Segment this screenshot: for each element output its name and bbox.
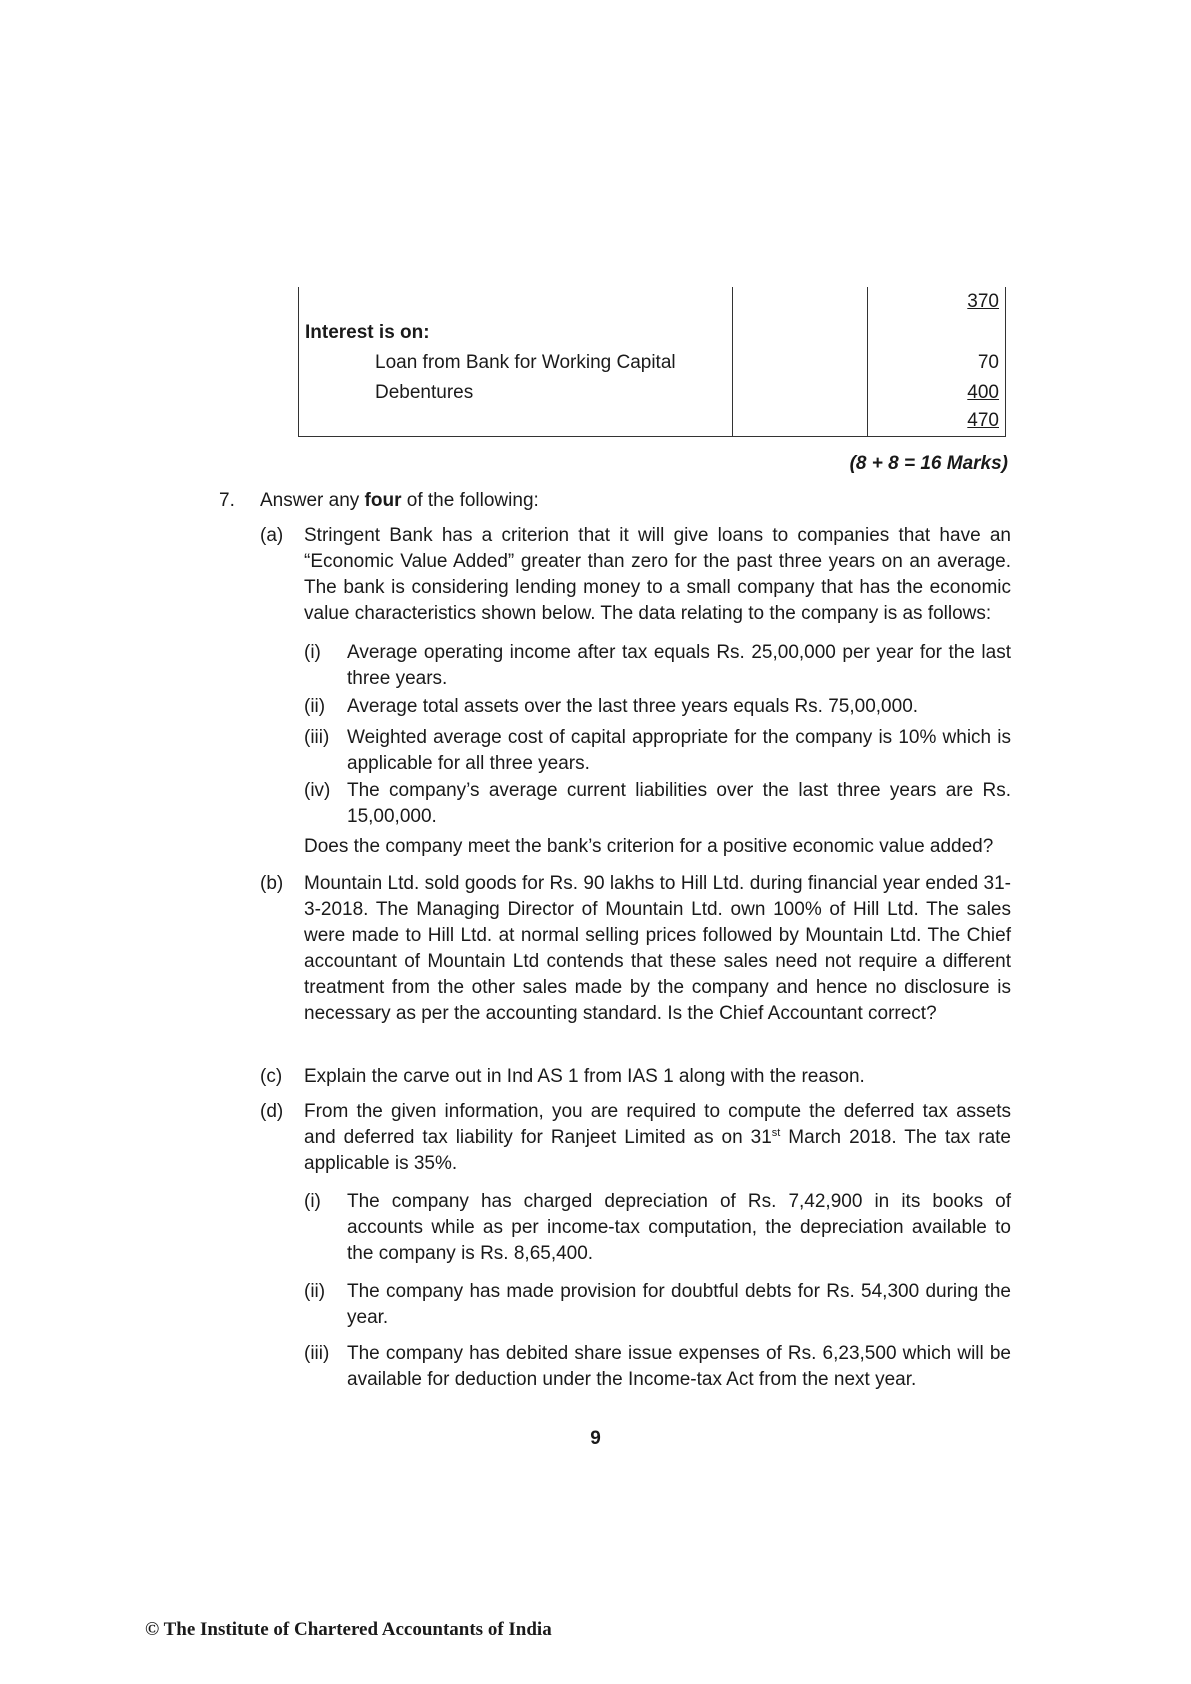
table-total-370: 370 (967, 291, 999, 312)
question-intro (260, 488, 539, 514)
list-item-text: The company’s average current liabilities over the last three years are Rs. 15,00,000. (347, 780, 1011, 827)
table-heading: Interest is on: (305, 322, 430, 343)
table-item-label: Debentures (375, 382, 474, 403)
part-c-text: Explain the carve out in Ind AS 1 from IAS 1 along with the reason. (304, 1066, 865, 1087)
intro-post: of the following: (401, 490, 539, 511)
list-item-label: (i) (304, 1191, 321, 1212)
part-a-text: Stringent Bank has a criterion that it will give loans to companies that have an “Economic Value Added” greater than zero for the past three years on an average. The bank is considering lending money to a small company that has the economic value characteristics shown below. The data relating to the company is as follows: (304, 525, 1011, 624)
list-item-label: (iv) (304, 780, 331, 801)
part-d-superscript: st (771, 1127, 781, 1139)
marks-note: (8 + 8 = 16 Marks) (849, 453, 1008, 474)
list-item-label: (i) (304, 642, 321, 663)
part-b-label: (b) (260, 873, 284, 894)
question-number: 7. (219, 490, 235, 511)
part-a-label: (a) (260, 525, 284, 546)
part-b-text: Mountain Ltd. sold goods for Rs. 90 lakhs to Hill Ltd. during financial year ended 31-3-2018. The Managing Director of Mountain Ltd. own 100% of Hill Ltd. The sales were made to Hill Ltd. at normal selling prices followed by Mountain Ltd. The Chief accountant of Mountain Ltd contends that these sales need not require a different treatment from the other sales made by the company and hence no disclosure is necessary as per the accounting standard. Is the Chief Accountant correct? (304, 873, 1011, 1024)
part-d-text-pre: From the given information, you are required to compute the deferred tax assets and deferred tax liability for Ranjeet Limited as on 31 (304, 1101, 1011, 1148)
list-item-text: The company has made provision for doubtful debts for Rs. 54,300 during the year. (347, 1281, 1011, 1328)
page-number: 9 (590, 1428, 601, 1449)
interest-table (298, 287, 1006, 437)
footer-copyright: © The Institute of Chartered Accountants of India (145, 1619, 552, 1640)
table-item-value: 70 (977, 352, 999, 373)
list-item-text: Average total assets over the last three years equals Rs. 75,00,000. (347, 696, 919, 717)
list-item-text: Weighted average cost of capital appropriate for the company is 10% which is applicable for all three years. (347, 727, 1011, 774)
table-total-470: 470 (967, 410, 999, 431)
part-c-label: (c) (260, 1066, 283, 1087)
list-item-label: (iii) (304, 727, 330, 748)
part-d-label: (d) (260, 1101, 284, 1122)
part-d-text (304, 1099, 1011, 1177)
intro-pre: Answer any (260, 490, 365, 511)
list-item-text: Average operating income after tax equals Rs. 25,00,000 per year for the last three years. (347, 642, 1011, 689)
table-column-divider (732, 287, 733, 436)
part-d-text-post: March 2018. The tax rate applicable is 35%. (304, 1127, 1011, 1174)
table-column-divider (867, 287, 868, 436)
list-item-text: The company has debited share issue expenses of Rs. 6,23,500 which will be available for deduction under the Income-tax Act from the next year. (347, 1343, 1011, 1390)
list-item-label: (ii) (304, 1281, 326, 1302)
table-item-value: 400 (967, 382, 999, 403)
list-item-text: The company has charged depreciation of Rs. 7,42,900 in its books of accounts while as per income-tax computation, the depreciation available to the company is Rs. 8,65,400. (347, 1191, 1011, 1264)
intro-bold: four (364, 490, 402, 511)
table-item-label: Loan from Bank for Working Capital (375, 352, 676, 373)
list-item-label: (iii) (304, 1343, 330, 1364)
part-a-question: Does the company meet the bank’s criterion for a positive economic value added? (304, 836, 994, 857)
list-item-label: (ii) (304, 696, 326, 717)
